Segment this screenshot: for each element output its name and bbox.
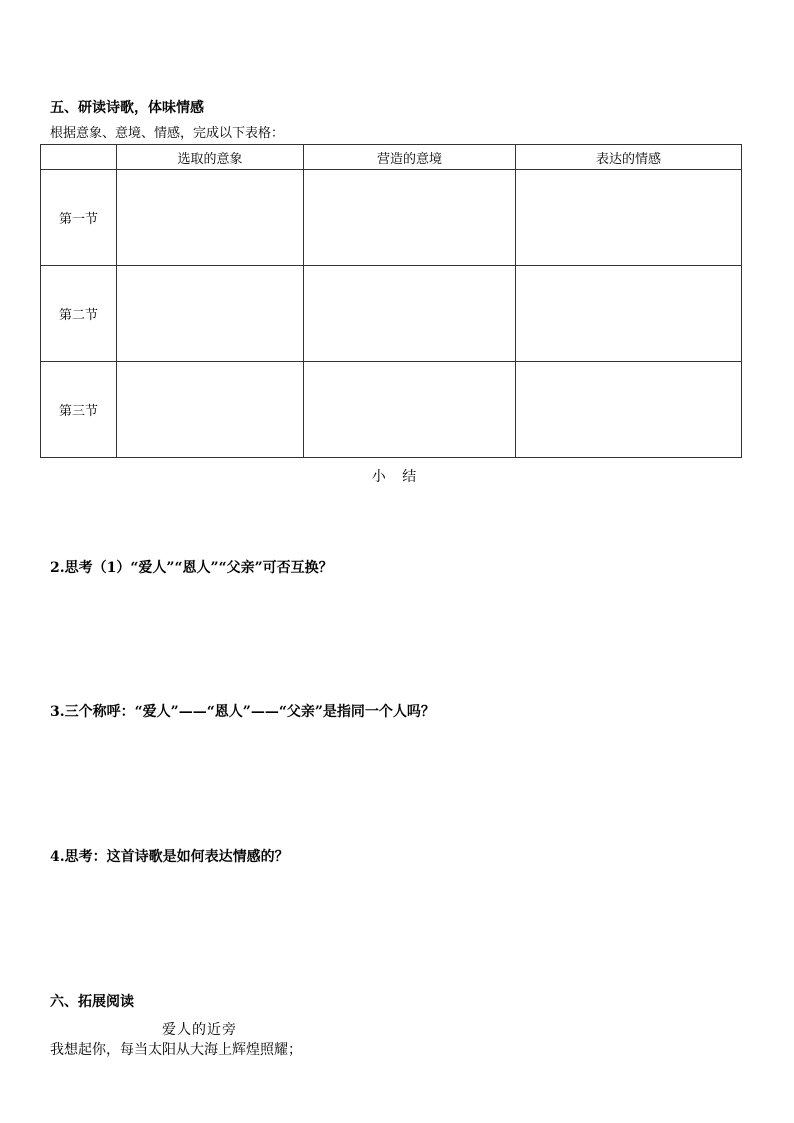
header-emotion: 表达的情感 bbox=[516, 145, 742, 170]
table-header-row bbox=[41, 145, 742, 170]
answer-cell-mood[interactable] bbox=[304, 266, 516, 362]
answer-cell-imagery[interactable] bbox=[117, 170, 304, 266]
poem-title: 爱人的近旁 bbox=[162, 1022, 237, 1038]
table-corner-cell bbox=[41, 145, 117, 170]
header-mood: 营造的意境 bbox=[304, 145, 516, 170]
table-row bbox=[41, 266, 742, 362]
header-imagery: 选取的意象 bbox=[117, 145, 304, 170]
question-4: 4.思考：这首诗歌是如何表达情感的？ bbox=[50, 849, 289, 865]
answer-cell-mood[interactable] bbox=[304, 362, 516, 458]
summary-label: 小 结 bbox=[371, 469, 423, 485]
answer-cell-emotion[interactable] bbox=[516, 362, 742, 458]
poem-line: 我想起你，每当太阳从大海上辉煌照耀； bbox=[50, 1042, 302, 1058]
answer-cell-imagery[interactable] bbox=[117, 266, 304, 362]
row-label: 第二节 bbox=[41, 266, 117, 362]
answer-cell-imagery[interactable] bbox=[117, 362, 304, 458]
row-label: 第三节 bbox=[41, 362, 117, 458]
table-row bbox=[41, 170, 742, 266]
section-six-heading: 六、拓展阅读 bbox=[50, 994, 134, 1010]
section-five-heading: 五、研读诗歌，体味情感 bbox=[50, 100, 204, 116]
question-2: 2.思考（1）“爱人”“恩人”“父亲”可否互换？ bbox=[50, 560, 333, 576]
imagery-table bbox=[40, 144, 742, 458]
table-instruction: 根据意象、意境、情感，完成以下表格： bbox=[50, 126, 285, 141]
answer-cell-mood[interactable] bbox=[304, 170, 516, 266]
answer-cell-emotion[interactable] bbox=[516, 170, 742, 266]
table-row bbox=[41, 362, 742, 458]
answer-cell-emotion[interactable] bbox=[516, 266, 742, 362]
question-3: 3.三个称呼：“爱人”——“恩人”——“父亲”是指同一个人吗？ bbox=[50, 704, 435, 720]
row-label: 第一节 bbox=[41, 170, 117, 266]
